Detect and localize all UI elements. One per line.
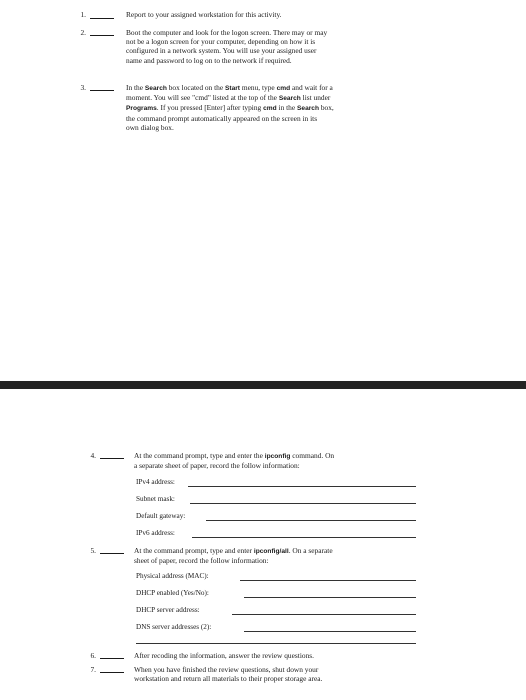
text-line	[134, 546, 333, 556]
step-1-text: Report to your assigned workstation for this activity.	[126, 10, 282, 19]
text-run: At the command prompt, type and enter the	[134, 451, 265, 460]
ui-term: cmd	[276, 85, 291, 92]
ui-term: Search	[278, 95, 301, 103]
step-5-text	[134, 546, 333, 565]
step-number: 4.	[90, 451, 96, 460]
ui-term: ipconfig	[264, 453, 291, 460]
text-run: . On a separate	[288, 546, 333, 555]
text-line: a separate sheet of paper, record the follow information:	[134, 461, 300, 471]
text-run: box located on the	[166, 83, 225, 92]
step-7-text	[134, 665, 322, 683]
field-label-dns: DNS server addresses (2):	[136, 623, 212, 631]
text-run: list under	[300, 93, 331, 103]
fill-in-line	[240, 579, 416, 581]
ui-term: Search	[297, 105, 319, 113]
ui-term: ipconfig/all	[253, 548, 289, 555]
field-label-dhcp-server: DHCP server address:	[136, 606, 200, 614]
text-run: box,	[319, 103, 334, 113]
answer-blank	[100, 665, 124, 673]
fill-in-line	[188, 485, 416, 487]
field-label-subnet: Subnet mask:	[136, 495, 175, 503]
ui-term: cmd	[263, 105, 277, 113]
answer-blank	[100, 651, 124, 659]
step-number: 3.	[80, 83, 86, 92]
answer-blank	[90, 11, 114, 19]
page-divider	[0, 381, 526, 389]
text-line: the command prompt automatically appeared on the screen in its	[126, 113, 318, 123]
text-line: Boot the computer and look for the logon screen. There may or may	[126, 28, 328, 37]
step-2-text	[126, 28, 327, 65]
document-page-bottom	[0, 389, 526, 700]
text-run: In the	[126, 83, 145, 92]
step-6-text: After recoding the information, answer the review questions.	[134, 651, 314, 660]
field-label-mac: Physical address (MAC):	[136, 572, 209, 580]
field-label-ipv6: IPv6 address:	[136, 529, 175, 537]
fill-in-line	[244, 630, 416, 632]
answer-blank	[100, 546, 124, 554]
step-number: 5.	[90, 546, 96, 555]
text-run: . If you pressed [Enter] after typing	[156, 103, 264, 113]
text-line: When you have finished the review questions, shut down your	[134, 665, 319, 674]
text-line: own dialog box.	[126, 122, 174, 132]
fill-in-line	[206, 519, 416, 521]
step-number: 6.	[90, 651, 96, 660]
step-number: 1.	[80, 10, 86, 19]
fill-in-line	[192, 536, 416, 538]
text-run: At the command prompt, type and enter	[134, 546, 254, 555]
field-label-dhcp-enabled: DHCP enabled (Yes/No):	[136, 589, 209, 597]
text-line: configured in a network system. You will use your assigned user	[126, 46, 317, 56]
text-line	[126, 83, 334, 93]
step-number: 7.	[90, 665, 96, 674]
field-label-ipv4: IPv4 address:	[136, 478, 175, 486]
fill-in-line	[244, 596, 416, 598]
text-run: command. On	[290, 451, 335, 460]
text-line	[126, 103, 334, 113]
text-run: in the	[276, 103, 297, 113]
fill-in-line	[136, 642, 416, 644]
ui-term: Search	[144, 85, 167, 92]
field-label-gateway: Default gateway:	[136, 512, 186, 520]
fill-in-line	[190, 502, 416, 504]
text-run: moment. You will see "cmd" listed at the top of the	[126, 93, 279, 103]
text-line	[134, 451, 334, 461]
text-run: and wait for a	[290, 83, 333, 92]
text-run: menu, type	[240, 83, 277, 92]
answer-blank	[90, 83, 114, 91]
answer-blank	[100, 451, 124, 459]
answer-blank	[90, 28, 114, 36]
text-line: name and password to log on to the network if required.	[126, 55, 292, 65]
step-3-text	[126, 83, 334, 132]
ui-term: Start	[224, 85, 241, 92]
step-4-text	[134, 451, 334, 470]
step-number: 2.	[80, 28, 86, 37]
text-line: sheet of paper, record the follow information:	[134, 556, 269, 566]
ui-term: Programs	[126, 105, 157, 113]
text-line	[126, 93, 334, 103]
text-line: not be a logon screen for your computer, depending on how it is	[126, 37, 316, 47]
text-line: workstation and return all materials to their proper storage area.	[134, 674, 323, 684]
fill-in-line	[232, 613, 416, 615]
